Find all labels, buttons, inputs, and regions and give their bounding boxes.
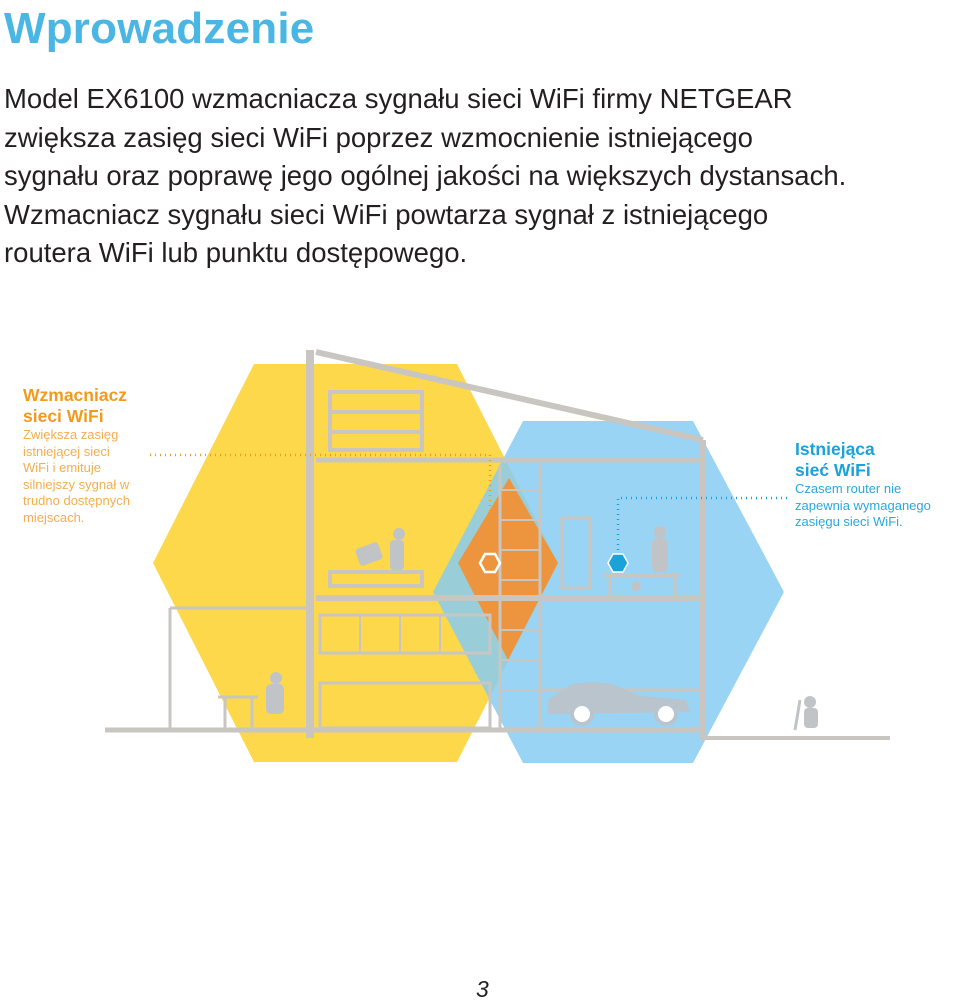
callout-title-line: Istniejąca (795, 439, 875, 459)
page-title: Wprowadzenie (4, 4, 315, 53)
callout-desc-line: miejscach. (23, 509, 85, 525)
callout-desc-line: zapewnia wymaganego (795, 497, 931, 513)
existing-callout-title (795, 439, 955, 481)
router-device-icon (608, 554, 628, 572)
intro-line: Wzmacniacz sygnału sieci WiFi powtarza sygnał z istniejącego (4, 198, 769, 230)
callout-title-line: sieci WiFi (23, 406, 104, 426)
callout-desc-line: Czasem router nie (795, 481, 902, 496)
callout-desc-line: zasięgu sieci WiFi. (795, 514, 903, 529)
callout-desc-line: WiFi i emituje (23, 460, 102, 475)
callout-desc-line: trudno dostępnych (23, 493, 130, 508)
existing-network-callout (795, 439, 955, 531)
intro-paragraph (4, 80, 954, 273)
intro-line: zwiększa zasięg sieci WiFi poprzez wzmocnienie istniejącego (4, 121, 753, 153)
existing-callout-description (795, 481, 955, 531)
page-number: 3 (476, 976, 489, 1002)
callout-desc-line: silniejszy sygnał w (23, 476, 130, 492)
callout-desc-line: istniejącej sieci (23, 443, 110, 459)
intro-line: routera WiFi lub punktu dostępowego. (4, 237, 468, 268)
intro-line: Model EX6100 wzmacniacza sygnału sieci WiFi firmy NETGEAR (4, 83, 793, 114)
intro-line: sygnału oraz poprawę jego ogólnej jakości na większych dystansach. (4, 160, 847, 191)
callout-desc-line: Zwiększa zasięg (23, 427, 119, 442)
extender-callout (23, 385, 148, 526)
extender-callout-description (23, 427, 148, 526)
callout-title-line: Wzmacniacz (23, 385, 128, 405)
extender-callout-title (23, 385, 148, 427)
callout-title-line: sieć WiFi (795, 460, 871, 480)
